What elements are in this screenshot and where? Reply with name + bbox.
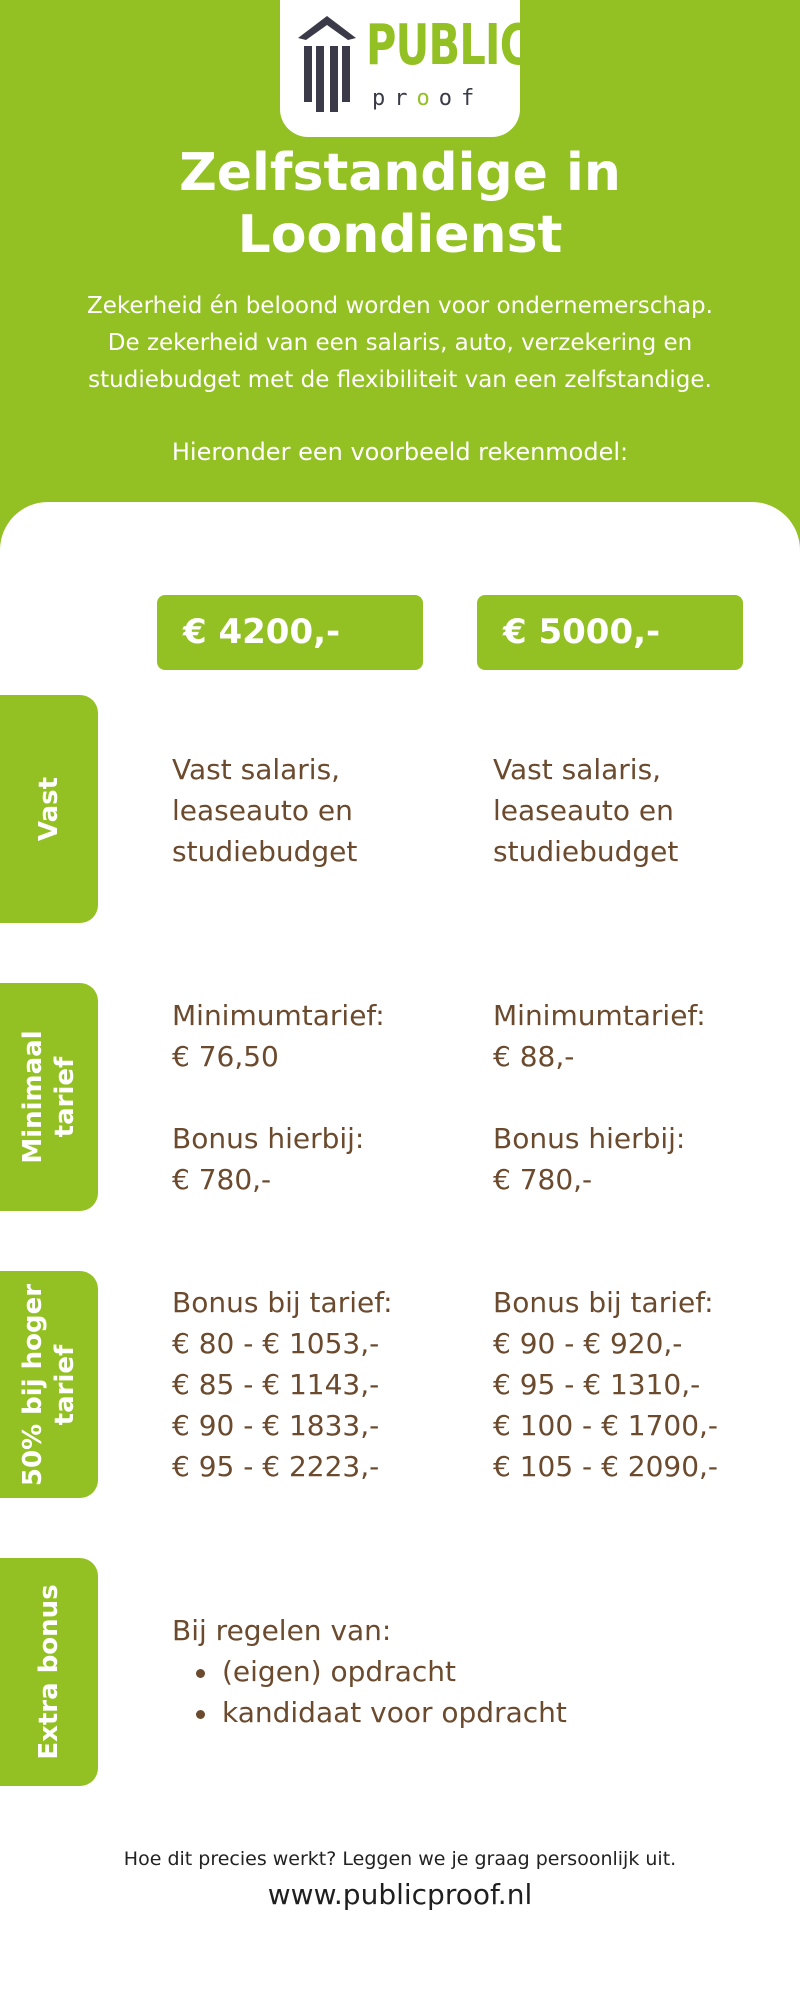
cell-line: € 95 - € 1310,- xyxy=(493,1368,701,1401)
intro-line-2: De zekerheid van een salaris, auto, verzekering en xyxy=(107,330,693,356)
row-label-vast: Vast xyxy=(34,776,64,842)
min-value: € 88,- xyxy=(493,1040,575,1073)
row-label-line-2: tarief xyxy=(50,1056,80,1138)
row-label-line-1: Minimaal xyxy=(18,1030,48,1164)
example-intro: Hieronder een voorbeeld rekenmodel: xyxy=(171,438,629,466)
page-title xyxy=(0,142,800,266)
cell-line: Vast salaris, xyxy=(493,753,662,786)
cell-line: Bonus bij tarief: xyxy=(172,1286,393,1319)
logo-word-public: PUBLIC xyxy=(366,13,530,78)
min-label: Minimumtarief: xyxy=(493,999,706,1032)
cell-line: € 105 - € 2090,- xyxy=(493,1450,719,1483)
cell-line: studiebudget xyxy=(172,835,358,868)
row-label-extra-bonus: Extra bonus xyxy=(34,1584,64,1760)
price-badge-5000: € 5000,- xyxy=(477,595,743,670)
cell-line: € 90 - € 920,- xyxy=(493,1327,683,1360)
row-tab-extra-bonus xyxy=(0,1558,98,1786)
cell-line: leaseauto en xyxy=(172,794,353,827)
list-item: (eigen) opdracht xyxy=(172,1651,567,1692)
row-label-line-1: 50% bij hoger xyxy=(18,1283,48,1486)
cell-hoger-5000 xyxy=(493,1282,718,1487)
cell-line: € 90 - € 1833,- xyxy=(172,1409,380,1442)
cell-line: leaseauto en xyxy=(493,794,674,827)
cell-line: € 80 - € 1053,- xyxy=(172,1327,380,1360)
cell-vast-5000 xyxy=(493,749,678,872)
row-label-line-2: tarief xyxy=(50,1344,80,1425)
extra-bonus-list xyxy=(172,1651,567,1733)
title-line-2: Loondienst xyxy=(237,205,563,265)
bonus-label: Bonus hierbij: xyxy=(493,1122,686,1155)
intro-text xyxy=(0,288,800,399)
hero-banner xyxy=(0,0,800,560)
cell-line: € 85 - € 1143,- xyxy=(172,1368,380,1401)
website-link[interactable]: www.publicproof.nl xyxy=(267,1878,533,1911)
min-label: Minimumtarief: xyxy=(172,999,385,1032)
extra-intro: Bij regelen van: xyxy=(172,1614,392,1647)
footer-question: Hoe dit precies werkt? Leggen we je graag persoonlijk uit. xyxy=(123,1848,677,1870)
bonus-value: € 780,- xyxy=(493,1163,593,1196)
row-label-hoger-tarief xyxy=(17,1283,81,1485)
cell-hoger-4200 xyxy=(172,1282,393,1487)
row-tab-vast xyxy=(0,695,98,923)
cell-minimaal-5000 xyxy=(493,995,706,1200)
bonus-value: € 780,- xyxy=(172,1163,272,1196)
content-panel xyxy=(0,502,800,2000)
cell-line: Bonus bij tarief: xyxy=(493,1286,714,1319)
row-tab-minimaal-tarief xyxy=(0,983,98,1211)
title-line-1: Zelfstandige in xyxy=(179,143,621,203)
cell-extra-bonus xyxy=(172,1610,567,1733)
pillar-icon xyxy=(296,14,358,114)
min-value: € 76,50 xyxy=(172,1040,279,1073)
logo-word-proof xyxy=(372,86,483,111)
cell-line: Vast salaris, xyxy=(172,753,341,786)
logo-proof-text: proof xyxy=(372,86,484,111)
intro-line-3: studiebudget met de flexibiliteit van een zelfstandige. xyxy=(88,367,712,393)
cell-line: € 95 - € 2223,- xyxy=(172,1450,380,1483)
cell-line: € 100 - € 1700,- xyxy=(493,1409,719,1442)
intro-line-1: Zekerheid én beloond worden voor ondernemerschap. xyxy=(87,293,713,319)
cell-line: studiebudget xyxy=(493,835,679,868)
list-item: kandidaat voor opdracht xyxy=(172,1692,567,1733)
bonus-label: Bonus hierbij: xyxy=(172,1122,365,1155)
row-label-minimaal-tarief xyxy=(17,1030,81,1163)
cell-minimaal-4200 xyxy=(172,995,385,1200)
logo xyxy=(280,0,530,137)
price-badge-4200: € 4200,- xyxy=(157,595,423,670)
cell-vast-4200 xyxy=(172,749,357,872)
row-tab-hoger-tarief xyxy=(0,1271,98,1498)
